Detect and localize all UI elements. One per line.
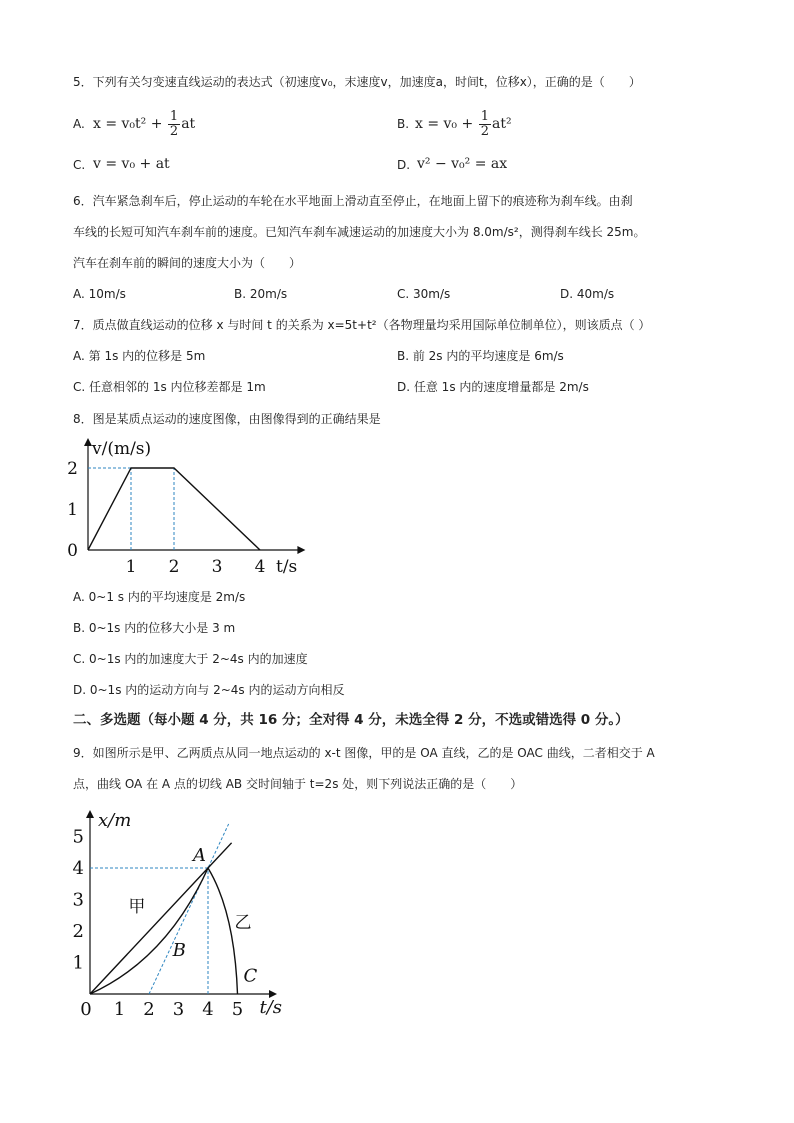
numerator: 1 [169,109,179,124]
point-c-label: C [243,965,258,987]
y-axis-arrow [84,438,92,446]
velocity-time-graph [60,432,320,580]
q5-option-c: v = v₀ + at [93,156,170,172]
tangent-ab-line [149,824,229,994]
q8-option-a: A. 0~1 s 内的平均速度是 2m/s [73,590,246,604]
denominator: 2 [169,124,179,139]
x-tick-label: 1 [113,999,126,1020]
y-tick-label: 5 [72,826,84,848]
q8-stem: 8．图是某质点运动的速度图像，由图像得到的正确结果是 [73,412,381,426]
x-axis-arrow [297,546,305,554]
q5-stem: 5．下列有关匀变速直线运动的表达式（初速度v₀，末速度v，加速度a，时间t，位移x），正确的是（ ） [73,75,641,89]
q6-option-a: A. 10m/s [73,287,126,301]
q5-option-a [93,104,195,144]
x-tick-label: 4 [254,557,266,577]
q9-line2: 点，曲线 OA 在 A 点的切线 AB 交时间轴于 t=2s 处，则下列说法正确的是（ ） [73,777,523,791]
fraction [479,110,491,139]
x-tick-label: 3 [172,999,185,1020]
q6-option-d: D. 40m/s [560,287,615,301]
q5-option-b [415,104,512,144]
q5-option-a-label: A. [73,117,85,131]
x-tick-label: 5 [231,999,244,1020]
q5-b-right: at² [491,116,512,132]
q8-option-b: B. 0~1s 内的位移大小是 3 m [73,621,236,635]
q6-line3: 汽车在刹车前的瞬间的速度大小为（ ） [73,256,302,270]
q5-a-right: at [181,116,196,132]
y-tick-label: 1 [72,952,84,974]
displacement-time-graph [60,806,310,1028]
x-tick-label: 3 [211,557,223,577]
y-axis-label: x/m [98,810,132,831]
q5-option-c-label: C. [73,158,86,172]
y-tick-label: 2 [67,459,78,479]
q5-option-d: v² − v₀² = ax [417,156,508,172]
q5-b-left: x = v₀ + [415,116,478,132]
point-b-label: B [172,940,186,962]
q7-option-b: B. 前 2s 内的平均速度是 6m/s [397,349,564,363]
section-heading: 二、多选题（每小题 4 分，共 16 分；全对得 4 分，未选全得 2 分，不选或错选得 0 分。） [73,712,629,728]
q8-option-c: C. 0~1s 内的加速度大于 2~4s 内的加速度 [73,652,308,666]
x-tick-label: 1 [125,557,137,577]
numerator: 1 [480,109,489,124]
y-tick-label: 0 [67,541,78,561]
fraction [168,110,180,139]
x-tick-label: 2 [143,999,155,1020]
point-a-label: A [193,845,206,866]
q6-option-b: B. 20m/s [234,287,288,301]
x-tick-label: 0 [80,999,92,1020]
jia-line [90,843,232,994]
q6-line2: 车线的长短可知汽车刹车前的速度。已知汽车刹车减速运动的加速度大小为 8.0m/s²，测得刹车线长 25m。 [73,225,646,239]
q5-option-b-label: B. [397,117,410,131]
jia-label: 甲 [128,897,146,918]
y-axis-arrow [86,810,94,818]
q7-option-d: D. 任意 1s 内的速度增量都是 2m/s [397,380,589,394]
q8-option-d: D. 0~1s 内的运动方向与 2~4s 内的运动方向相反 [73,683,345,697]
y-tick-label: 4 [72,858,84,879]
q7-option-c: C. 任意相邻的 1s 内位移差都是 1m [73,380,266,394]
yi-curve [90,868,238,994]
y-tick-label: 2 [72,921,84,942]
y-tick-label: 1 [67,500,78,520]
q7-stem: 7．质点做直线运动的位移 x 与时间 t 的关系为 x=5t+t²（各物理量均采用国际单位制单位），则该质点（ ） [73,318,651,332]
x-axis-label: t/s [259,997,283,1018]
x-axis-label: t/s [276,557,298,577]
q6-option-c: C. 30m/s [397,287,451,301]
yi-label: 乙 [234,912,252,933]
denominator: 2 [480,124,489,139]
q7-option-a: A. 第 1s 内的位移是 5m [73,349,206,363]
q5-a-left: x = v₀t² + [93,116,167,132]
q9-line1: 9．如图所示是甲、乙两质点从同一地点运动的 x-t 图像，甲的是 OA 直线，乙的是 OAC 曲线，二者相交于 A [73,746,655,760]
q6-line1: 6．汽车紧急刹车后，停止运动的车轮在水平地面上滑动直至停止，在地面上留下的痕迹称为刹车线。由刹 [73,194,633,208]
y-axis-label: v/(m/s) [92,439,152,459]
x-tick-label: 4 [202,999,214,1020]
q5-option-d-label: D. [397,158,411,172]
y-tick-label: 3 [72,889,84,911]
x-tick-label: 2 [168,557,180,577]
